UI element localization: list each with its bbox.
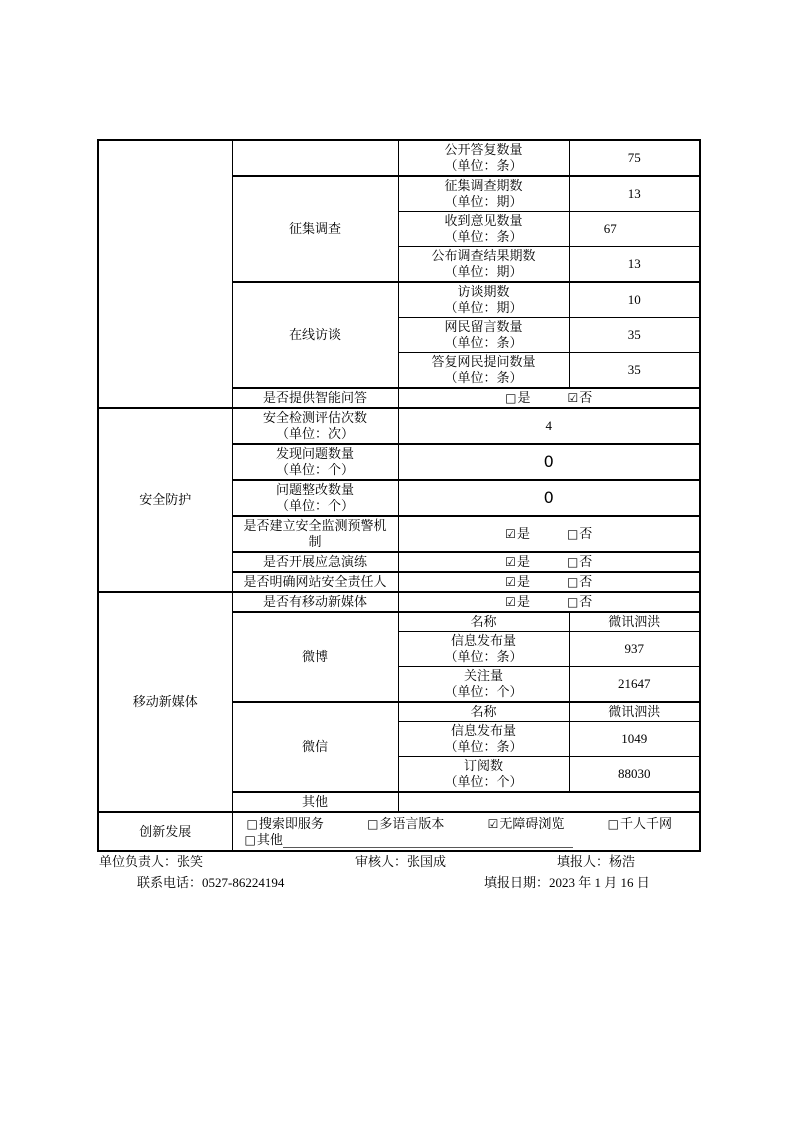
search-as-service-checkbox[interactable]: □搜索即服务 xyxy=(246,815,324,831)
checkbox-checked-icon: ☑ xyxy=(505,555,516,569)
wechat-posts-label: 信息发布量 （单位：条） xyxy=(398,722,569,757)
problems-fixed-label: 问题整改数量 （单位：个） xyxy=(232,480,398,516)
interview-periods-label: 访谈期数 （单位：期） xyxy=(398,282,569,318)
qianren-qianwang-checkbox[interactable]: □千人千网 xyxy=(607,815,672,831)
questions-answered-label: 答复网民提问数量 （单位：条） xyxy=(398,353,569,389)
innovation-section-label: 创新发展 xyxy=(98,812,232,851)
reviewer: 审核人：张国成 xyxy=(355,854,447,869)
checkbox-unchecked-icon: □ xyxy=(244,832,256,847)
smart-qa-value xyxy=(398,388,700,408)
innovation-options-line xyxy=(233,816,700,832)
table-row xyxy=(98,140,700,176)
weibo-group-label: 微博 xyxy=(232,612,398,702)
smart-qa-label: 是否提供智能问答 xyxy=(232,388,398,408)
problems-found-value: 0 xyxy=(398,444,700,480)
weibo-followers-value: 21647 xyxy=(569,667,700,703)
interview-periods-value: 10 xyxy=(569,282,700,318)
has-mobile-yes-checkbox[interactable]: ☑是 xyxy=(505,594,530,609)
security-owner-no-checkbox[interactable]: □否 xyxy=(566,574,593,589)
wechat-name-value: 微讯泗洪 xyxy=(569,702,700,722)
innovation-options-cell xyxy=(232,812,700,851)
checkbox-unchecked-icon: □ xyxy=(566,575,579,589)
table-row xyxy=(98,812,700,851)
emergency-drill-yes-checkbox[interactable]: ☑是 xyxy=(505,554,530,569)
accessibility-checkbox[interactable]: ☑无障碍浏览 xyxy=(487,815,565,831)
opinions-received-label: 收到意见数量 （单位：条） xyxy=(398,212,569,247)
opinions-received-value: 67 xyxy=(569,212,700,247)
checkbox-unchecked-icon: □ xyxy=(246,816,258,831)
innovation-other-checkbox[interactable]: □其他 xyxy=(244,831,283,847)
has-mobile-label: 是否有移动新媒体 xyxy=(232,592,398,612)
smart-qa-yes-checkbox[interactable]: □是 xyxy=(505,390,531,405)
checkbox-unchecked-icon: □ xyxy=(505,391,517,405)
security-owner-yes-checkbox[interactable]: ☑是 xyxy=(505,574,530,589)
table-row xyxy=(98,408,700,444)
has-mobile-no-checkbox[interactable]: □否 xyxy=(566,594,593,609)
security-owner-label: 是否明确网站安全责任人 xyxy=(232,572,398,592)
warning-mechanism-yes-checkbox[interactable]: ☑是 xyxy=(505,526,530,541)
open-reply-label: 公开答复数量 （单位：条） xyxy=(398,140,569,176)
other-fill-line[interactable] xyxy=(283,834,573,848)
survey-periods-value: 13 xyxy=(569,176,700,212)
emergency-drill-value xyxy=(398,552,700,572)
weibo-followers-label: 关注量 （单位：个） xyxy=(398,667,569,703)
weibo-name-label: 名称 xyxy=(398,612,569,632)
survey-group-label: 征集调查 xyxy=(232,176,398,282)
report-form xyxy=(97,139,699,852)
security-section-label: 安全防护 xyxy=(98,408,232,592)
survey-periods-label: 征集调查期数 （单位：期） xyxy=(398,176,569,212)
weibo-posts-value: 937 xyxy=(569,632,700,667)
checkbox-checked-icon: ☑ xyxy=(487,816,499,831)
questions-answered-value: 35 xyxy=(569,353,700,389)
security-checks-label: 安全检测评估次数 （单位：次） xyxy=(232,408,398,444)
warning-mechanism-value xyxy=(398,516,700,552)
multilingual-checkbox[interactable]: □多语言版本 xyxy=(367,815,445,831)
has-mobile-value xyxy=(398,592,700,612)
warning-mechanism-label: 是否建立安全监测预警机制 xyxy=(232,516,398,552)
weibo-posts-label: 信息发布量 （单位：条） xyxy=(398,632,569,667)
emergency-drill-label: 是否开展应急演练 xyxy=(232,552,398,572)
mobile-other-label: 其他 xyxy=(232,792,398,812)
checkbox-unchecked-icon: □ xyxy=(566,555,579,569)
report-table xyxy=(97,139,701,852)
continued-subsection-cell xyxy=(232,140,398,176)
interview-group-label: 在线访谈 xyxy=(232,282,398,388)
checkbox-unchecked-icon: □ xyxy=(566,595,579,609)
table-row xyxy=(98,592,700,612)
wechat-posts-value: 1049 xyxy=(569,722,700,757)
weibo-name-value: 微讯泗洪 xyxy=(569,612,700,632)
wechat-group-label: 微信 xyxy=(232,702,398,792)
checkbox-checked-icon: ☑ xyxy=(505,527,516,541)
checkbox-unchecked-icon: □ xyxy=(566,527,579,541)
continued-section-cell xyxy=(98,140,232,408)
warning-mechanism-no-checkbox[interactable]: □否 xyxy=(566,526,593,541)
results-published-value: 13 xyxy=(569,247,700,283)
problems-fixed-value: 0 xyxy=(398,480,700,516)
checkbox-checked-icon: ☑ xyxy=(505,595,516,609)
emergency-drill-no-checkbox[interactable]: □否 xyxy=(566,554,593,569)
open-reply-value: 75 xyxy=(569,140,700,176)
checkbox-unchecked-icon: □ xyxy=(607,816,619,831)
mobile-other-value xyxy=(398,792,700,812)
results-published-label: 公布调查结果期数 （单位：期） xyxy=(398,247,569,283)
security-owner-value xyxy=(398,572,700,592)
wechat-name-label: 名称 xyxy=(398,702,569,722)
checkbox-checked-icon: ☑ xyxy=(567,391,579,405)
problems-found-label: 发现问题数量 （单位：个） xyxy=(232,444,398,480)
contact-phone: 联系电话：0527-86224194 xyxy=(137,875,285,890)
security-checks-value: 4 xyxy=(398,408,700,444)
checkbox-checked-icon: ☑ xyxy=(505,575,516,589)
smart-qa-no-checkbox[interactable]: ☑否 xyxy=(567,390,593,405)
netizen-messages-label: 网民留言数量 （单位：条） xyxy=(398,318,569,353)
wechat-subscribers-label: 订阅数 （单位：个） xyxy=(398,757,569,793)
innovation-other-line xyxy=(233,832,700,848)
filler: 填报人：杨浩 xyxy=(557,854,636,869)
netizen-messages-value: 35 xyxy=(569,318,700,353)
wechat-subscribers-value: 88030 xyxy=(569,757,700,793)
checkbox-unchecked-icon: □ xyxy=(367,816,379,831)
report-date: 填报日期：2023 年 1 月 16 日 xyxy=(484,875,650,890)
mobile-section-label: 移动新媒体 xyxy=(98,592,232,812)
responsible-person: 单位负责人：张笑 xyxy=(99,854,204,869)
